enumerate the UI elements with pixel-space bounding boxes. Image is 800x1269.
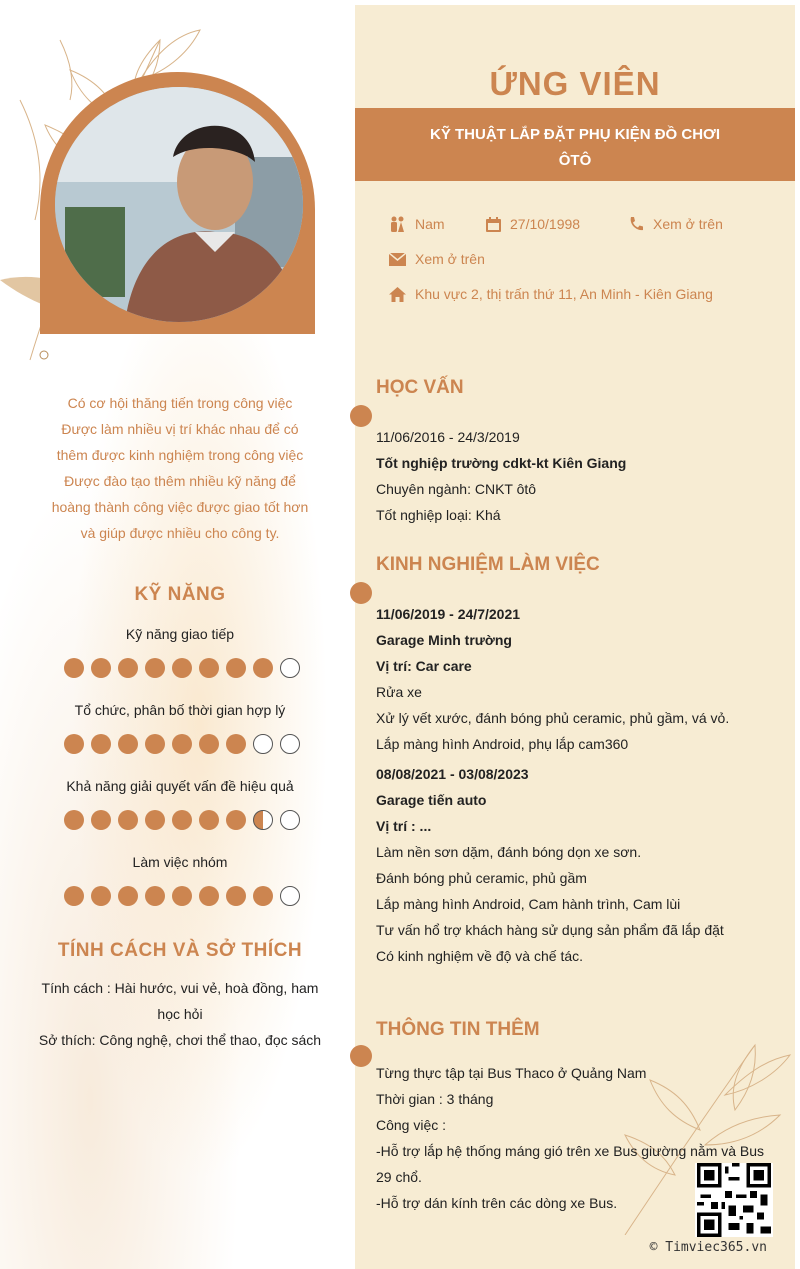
hobby-line: Sở thích: Công nghệ, chơi thể thao, đọc sách [38,1032,322,1048]
job-task: Tư vấn hổ trợ khách hàng sử dụng sản phẩm đã lắp đặt [376,922,724,938]
skill-dot [118,658,138,678]
skill-dot [226,734,246,754]
objective-line: Có cơ hội thăng tiến trong công việc [67,395,293,411]
job-task: Xử lý vết xước, đánh bóng phủ ceramic, phủ gầm, vá vỏ. [376,710,730,726]
career-objective [30,390,330,546]
calendar-icon [486,217,501,232]
personality-title: TÍNH CÁCH VÀ SỞ THÍCH [57,940,303,961]
birthday-info [486,216,580,232]
skill-dot [64,810,84,830]
email-info [389,251,485,267]
personality-hobbies [30,975,330,1053]
additional-line: Thời gian : 3 tháng [376,1091,494,1107]
skill-dot [172,886,192,906]
skill-dot [199,658,219,678]
skill-name: Làm việc nhóm [132,854,228,870]
personality-line: học hỏi [157,1006,203,1022]
education-major: Chuyên ngành: CNKT ôtô [376,481,537,497]
gender-value: Nam [415,216,445,232]
additional-line: -Hỗ trợ dán kính trên các dòng xe Bus. [376,1195,618,1211]
skill-dot [64,886,84,906]
address-value: Khu vực 2, thị trấn thứ 11, An Minh - Kiên Giang [415,286,713,302]
address-info [389,286,713,302]
section-bullet-icon [350,582,372,604]
skill-dot [280,886,300,906]
job-period: 11/06/2019 - 24/7/2021 [376,606,521,622]
personality-line: Tính cách : Hài hước, vui vẻ, hoà đồng, ham [41,980,319,996]
section-bullet-icon [350,405,372,427]
skill-dot [91,658,111,678]
additional-line: 29 chổ. [376,1169,422,1185]
education-period: 11/06/2016 - 24/3/2019 [376,429,520,445]
additional-line: Từng thực tập tại Bus Thaco ở Quảng Nam [376,1065,647,1081]
birthday-value: 27/10/1998 [510,216,581,232]
position-banner [355,108,795,181]
skill-dot [280,734,300,754]
position-title: KỸ THUẬT LẮP ĐẶT PHỤ KIỆN ĐỒ CHƠI [429,126,721,143]
education-grade: Tốt nghiệp loại: Khá [376,507,501,523]
skill-item [0,854,360,874]
skill-dot [172,658,192,678]
experience-title: KINH NGHIỆM LÀM VIỆC [376,554,600,575]
job-company: Garage Minh trường [376,632,512,648]
home-icon [389,287,406,302]
candidate-name: ỨNG VIÊN [489,65,661,102]
skill-item [0,778,360,798]
skills-title: KỸ NĂNG [134,584,226,605]
skill-dot [118,734,138,754]
additional-line: Công việc : [376,1117,447,1133]
footer-copyright: © Timviec365.vn [649,1240,767,1255]
experience-body [376,601,776,969]
skill-item [0,626,360,646]
skill-item [0,702,360,722]
job-task: Đánh bóng phủ ceramic, phủ gầm [376,870,587,886]
objective-line: và giúp được nhiều cho công ty. [80,525,280,541]
skill-dot [118,810,138,830]
gender-info [389,216,445,232]
skill-name: Tổ chức, phân bố thời gian hợp lý [74,702,286,718]
job-role: Vị trí: Car care [376,658,472,674]
section-bullet-icon [350,1045,372,1067]
skill-dot [199,734,219,754]
education-body [376,424,776,528]
job-task: Rửa xe [376,684,422,700]
skill-dot [91,734,111,754]
skill-name: Kỹ năng giao tiếp [125,626,235,642]
skill-dot [64,658,84,678]
job-task: Làm nền sơn dặm, đánh bóng dọn xe sơn. [376,844,642,860]
skill-dot [253,734,273,754]
position-title-cont: ÔTÔ [558,152,592,169]
job-company: Garage tiến auto [376,792,487,808]
job-task: Lắp màng hình Android, Cam hành trình, Cam lùi [376,896,681,912]
gender-icon [389,216,406,232]
skill-dot [199,810,219,830]
avatar-photo-icon [55,87,303,322]
skill-dot [91,886,111,906]
skill-dot [145,810,165,830]
objective-line: hoàng thành công việc được giao tốt hơn [51,499,309,515]
skill-dot [145,734,165,754]
skill-dot [172,810,192,830]
right-column [355,5,795,1269]
skill-dot [280,658,300,678]
skill-dot [226,886,246,906]
phone-icon [628,216,644,232]
email-value: Xem ở trên [415,251,485,267]
phone-info [628,216,723,232]
additional-title: THÔNG TIN THÊM [376,1019,540,1040]
objective-line: Được đào tạo thêm nhiều kỹ năng để [64,473,296,489]
skill-dot [253,886,273,906]
job-period: 08/08/2021 - 03/08/2023 [376,766,529,782]
skill-name: Khả năng giải quyết vấn đề hiệu quả [66,778,294,794]
skill-dot [145,886,165,906]
skill-dot [172,734,192,754]
skill-dot [145,658,165,678]
avatar [55,87,303,322]
job-task: Lắp màng hình Android, phụ lắp cam360 [376,736,629,752]
skill-dot [64,734,84,754]
skill-dot [226,658,246,678]
phone-value: Xem ở trên [653,216,723,232]
additional-line: -Hỗ trợ lắp hệ thống máng gió trên xe Bus giường nằm và Bus [376,1143,765,1159]
skill-dot [199,886,219,906]
left-column [0,0,355,1269]
education-title: HỌC VẤN [376,377,464,398]
skill-dot [253,810,273,830]
skill-dot [91,810,111,830]
objective-line: Được làm nhiều vị trí khác nhau để có [61,421,299,437]
skill-dot [280,810,300,830]
skill-dot [226,810,246,830]
skill-dot [118,886,138,906]
job-role: Vị trí : ... [376,818,432,834]
objective-line: thêm được kinh nghiệm trong công việc [56,447,304,463]
skill-dot [253,658,273,678]
job-task: Có kinh nghiệm về độ và chế tác. [376,948,584,964]
email-icon [389,253,406,266]
qr-code-icon [695,1163,773,1237]
education-school: Tốt nghiệp trường cdkt-kt Kiên Giang [376,455,627,471]
